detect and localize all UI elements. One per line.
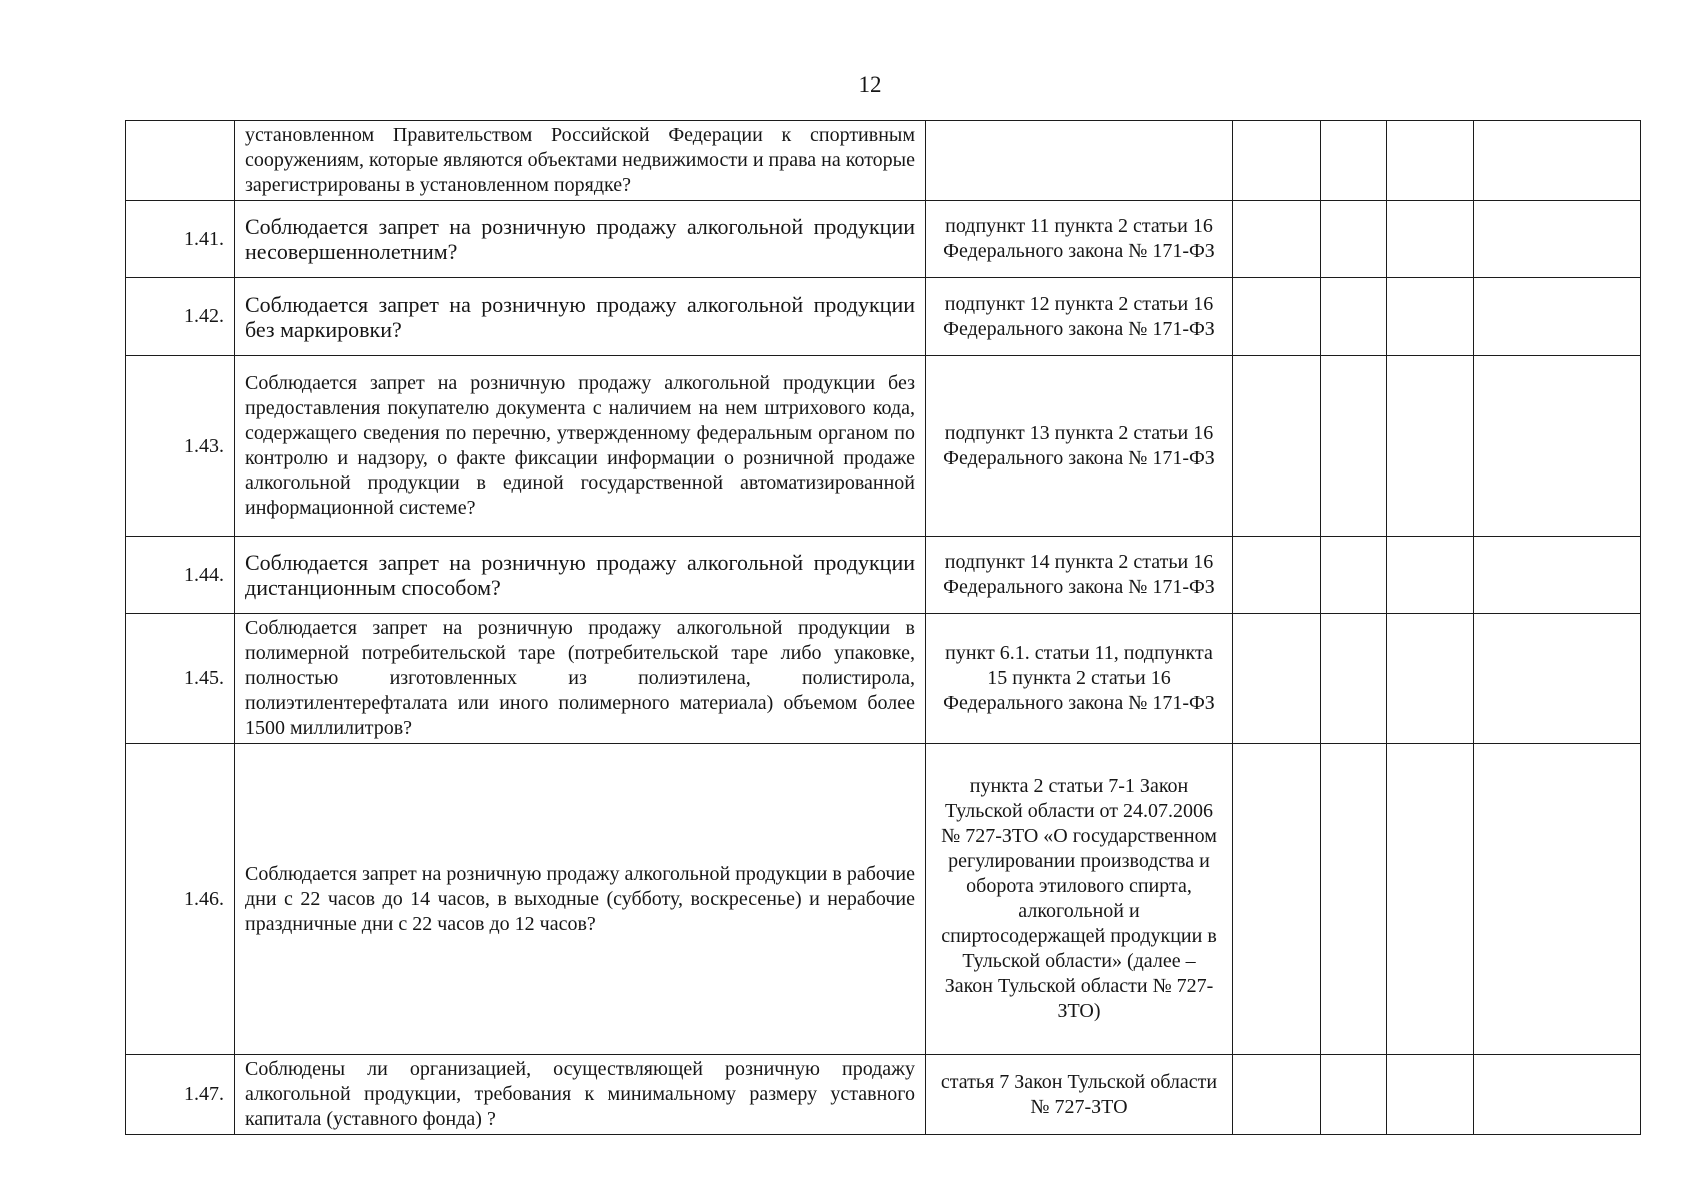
requirement-question: Соблюдается запрет на розничную продажу алкогольной продукции в полимерной потребительской таре (потребительской таре либо упаковке, полностью изготовленных из полиэтилена, полистирола, полиэтилентерефталата или иного полимерного материала) объемом более 1500 миллилитров?: [235, 614, 926, 744]
notes-cell: [1474, 537, 1641, 614]
legal-reference: подпункт 12 пункта 2 статьи 16 Федерального закона № 171-ФЗ: [926, 278, 1233, 356]
row-number: [126, 121, 235, 201]
table-row: [126, 278, 1641, 356]
legal-reference: пункт 6.1. статьи 11, подпункта 15 пункта 2 статьи 16 Федерального закона № 171-ФЗ: [926, 614, 1233, 744]
notes-cell: [1474, 744, 1641, 1055]
row-number: 1.44.: [126, 537, 235, 614]
answer-cell-no: [1321, 537, 1387, 614]
table-row: [126, 1055, 1641, 1135]
row-number: 1.46.: [126, 744, 235, 1055]
notes-cell: [1474, 356, 1641, 537]
answer-cell-no: [1321, 201, 1387, 278]
legal-reference: статья 7 Закон Тульской области № 727-ЗТО: [926, 1055, 1233, 1135]
legal-reference: подпункт 11 пункта 2 статьи 16 Федерального закона № 171-ФЗ: [926, 201, 1233, 278]
page-number: 12: [858, 72, 882, 97]
table-row: [126, 744, 1641, 1055]
legal-reference: подпункт 13 пункта 2 статьи 16 Федерального закона № 171-ФЗ: [926, 356, 1233, 537]
requirement-question: Соблюдается запрет на розничную продажу алкогольной продукции несовершеннолетним?: [235, 201, 926, 278]
answer-cell-na: [1387, 356, 1474, 537]
answer-cell-yes: [1233, 1055, 1321, 1135]
row-number: 1.45.: [126, 614, 235, 744]
notes-cell: [1474, 614, 1641, 744]
answer-cell-na: [1387, 614, 1474, 744]
answer-cell-yes: [1233, 744, 1321, 1055]
checklist-table: [125, 120, 1641, 1135]
answer-cell-yes: [1233, 201, 1321, 278]
requirement-question: Соблюдается запрет на розничную продажу алкогольной продукции в рабочие дни с 22 часов до 14 часов, в выходные (субботу, воскресенье) и нерабочие праздничные дни с 22 часов до 12 часов?: [235, 744, 926, 1055]
table-row: [126, 537, 1641, 614]
answer-cell-na: [1387, 278, 1474, 356]
answer-cell-yes: [1233, 278, 1321, 356]
table-row: [126, 201, 1641, 278]
requirement-question: Соблюдается запрет на розничную продажу алкогольной продукции без маркировки?: [235, 278, 926, 356]
answer-cell-yes: [1233, 356, 1321, 537]
legal-reference: пункта 2 статьи 7-1 Закон Тульской области от 24.07.2006 № 727-ЗТО «О государственном регулировании производства и оборота этилового спирта, алкогольной и спиртосодержащей продукции в Тульской области» (далее – Закон Тульской области № 727-ЗТО): [926, 744, 1233, 1055]
answer-cell-no: [1321, 121, 1387, 201]
answer-cell-na: [1387, 537, 1474, 614]
answer-cell-na: [1387, 1055, 1474, 1135]
row-number: 1.47.: [126, 1055, 235, 1135]
answer-cell-yes: [1233, 614, 1321, 744]
answer-cell-no: [1321, 614, 1387, 744]
table-row: [126, 121, 1641, 201]
answer-cell-na: [1387, 744, 1474, 1055]
answer-cell-no: [1321, 1055, 1387, 1135]
row-number: 1.41.: [126, 201, 235, 278]
legal-reference: подпункт 14 пункта 2 статьи 16 Федерального закона № 171-ФЗ: [926, 537, 1233, 614]
answer-cell-yes: [1233, 121, 1321, 201]
table-row: [126, 356, 1641, 537]
notes-cell: [1474, 278, 1641, 356]
answer-cell-no: [1321, 744, 1387, 1055]
requirement-question: Соблюдается запрет на розничную продажу алкогольной продукции без предоставления покупателю документа с наличием на нем штрихового кода, содержащего сведения по перечню, утвержденному федеральным органом по контролю и надзору, о факте фиксации информации о розничной продаже алкогольной продукции в единой государственной автоматизированной информационной системе?: [235, 356, 926, 537]
row-number: 1.42.: [126, 278, 235, 356]
requirement-question: Соблюдены ли организацией, осуществляющей розничную продажу алкогольной продукции, требования к минимальному размеру уставного капитала (уставного фонда) ?: [235, 1055, 926, 1135]
notes-cell: [1474, 121, 1641, 201]
answer-cell-na: [1387, 201, 1474, 278]
table-row: [126, 614, 1641, 744]
notes-cell: [1474, 201, 1641, 278]
legal-reference: [926, 121, 1233, 201]
notes-cell: [1474, 1055, 1641, 1135]
answer-cell-no: [1321, 278, 1387, 356]
row-number: 1.43.: [126, 356, 235, 537]
answer-cell-no: [1321, 356, 1387, 537]
answer-cell-yes: [1233, 537, 1321, 614]
requirement-question: установленном Правительством Российской Федерации к спортивным сооружениям, которые являются объектами недвижимости и права на которые зарегистрированы в установленном порядке?: [235, 121, 926, 201]
requirement-question: Соблюдается запрет на розничную продажу алкогольной продукции дистанционным способом?: [235, 537, 926, 614]
answer-cell-na: [1387, 121, 1474, 201]
